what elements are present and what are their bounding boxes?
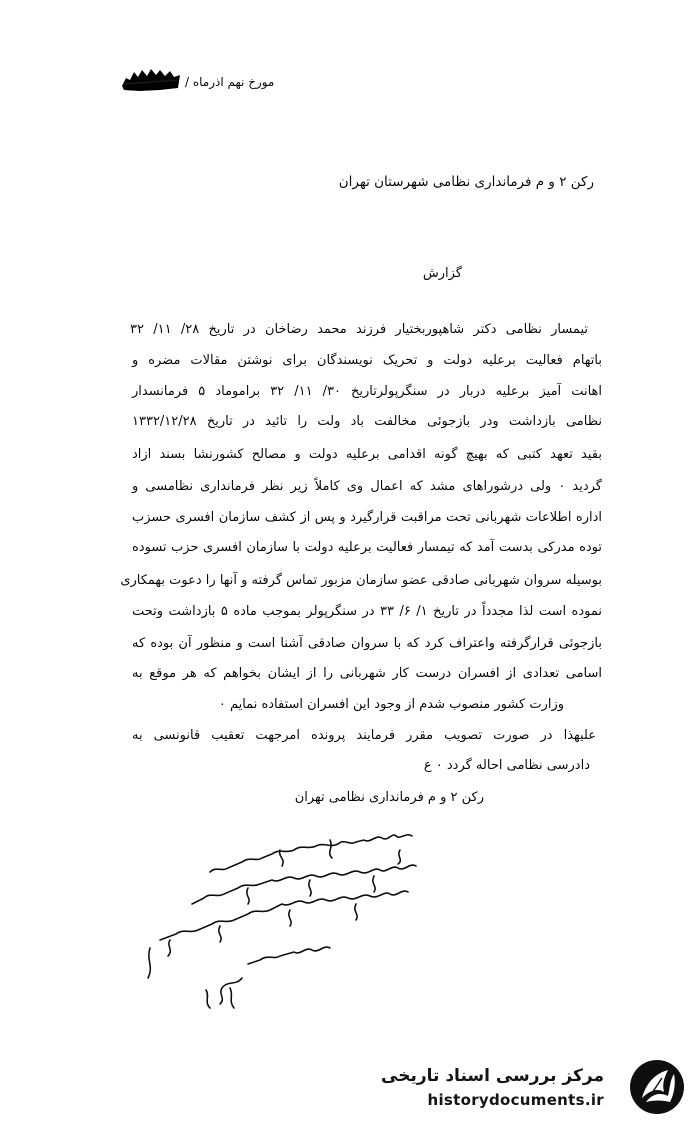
body-line-14: علیهذا در صورت تصویب مقرر فرمایند پرونده امرجهت تعقیب قانونسی به: [132, 728, 596, 743]
body-line-8: توده مدرکی بدست آمد که تیمسار فعالیت برعلیه دولت با سازمان افسری حزب تسوده: [132, 540, 602, 555]
handwritten-annotation: [130, 828, 440, 1018]
body-line-12: اسامی تعدادی از افسران درست کار شهربانی را از ایشان بخواهم که هر موقع به: [132, 666, 602, 681]
archive-url: historydocuments.ir: [427, 1091, 604, 1109]
body-line-13: وزارت کشور منصوب شدم از وجود این افسران استفاده نمایم ۰: [218, 697, 564, 712]
body-line-3: اهانت آمیز برعلیه دربار در سنگرپولرتاریخ ۳۰/ ۱۱/ ۳۲ براموماد ۵ فرمانسدار: [132, 384, 603, 399]
redaction-mark: [120, 66, 182, 92]
closing-line: رکن ۲ و م فرماندارى نظامى تهران: [294, 790, 484, 805]
body-line-10: نموده است لذا مجدداً در تاریخ ۱/ ۶/ ۳۳ در سنگرپولر بموجب ماده ۵ بازداشت وتحت: [132, 604, 603, 619]
header-date: مورخ نهم اذرماه /: [185, 75, 275, 89]
archive-footer: [381, 1058, 686, 1116]
body-line-1: تیمسار نظامی دکتر شاهپوربختیار فرزند محمد رضاخان در تاریخ ۲۸/ ۱۱/ ۳۲: [130, 322, 588, 337]
report-title: گزارش: [422, 266, 462, 281]
body-line-7: اداره اطلاعات شهربانی تحت مراقبت قرارگیرد و پس از کشف سازمان افسری حسزب: [132, 510, 602, 525]
body-line-6: گردید ۰ ولی درشوراهای مشد که اعمال وی کاملاً زیر نظر فرمانداری نظامسی و: [132, 479, 602, 494]
historydocuments-logo-icon: [628, 1058, 686, 1116]
body-line-9: بوسیله سروان شهربانی صادقی عضو سازمان مزبور تماس گرفته و آنها را دعوت بهمکاری: [120, 573, 602, 588]
body-line-4: نظامی بازداشت ودر بازجوئی مخالفت باد ولت را تائید در تاریخ ۱۳۳۲/۱۲/۲۸: [132, 414, 602, 429]
body-line-5: بقید تعهد کتبی که بهیچ گونه اقدامی برعلیه دولت و مصالح کشورنشا بسند ازاد: [132, 447, 602, 462]
body-line-15: دادرسی نظامی احاله گردد ۰ ع: [423, 758, 590, 773]
archive-title: مرکز بررسی اسناد تاریخی: [381, 1066, 604, 1086]
body-line-2: باتهام فعالیت برعلیه دولت و تحریک نویسندگان برای نوشتن مقالات مضره و: [132, 353, 602, 368]
addressee-line: رکن ۲ و م فرماندارى نظامى شهرستان تهران: [338, 174, 594, 190]
body-line-11: بازجوئی قرارگرفته واعتراف کرد که با سروان صادقی آشنا است و منظور آن بوده که: [132, 636, 602, 651]
